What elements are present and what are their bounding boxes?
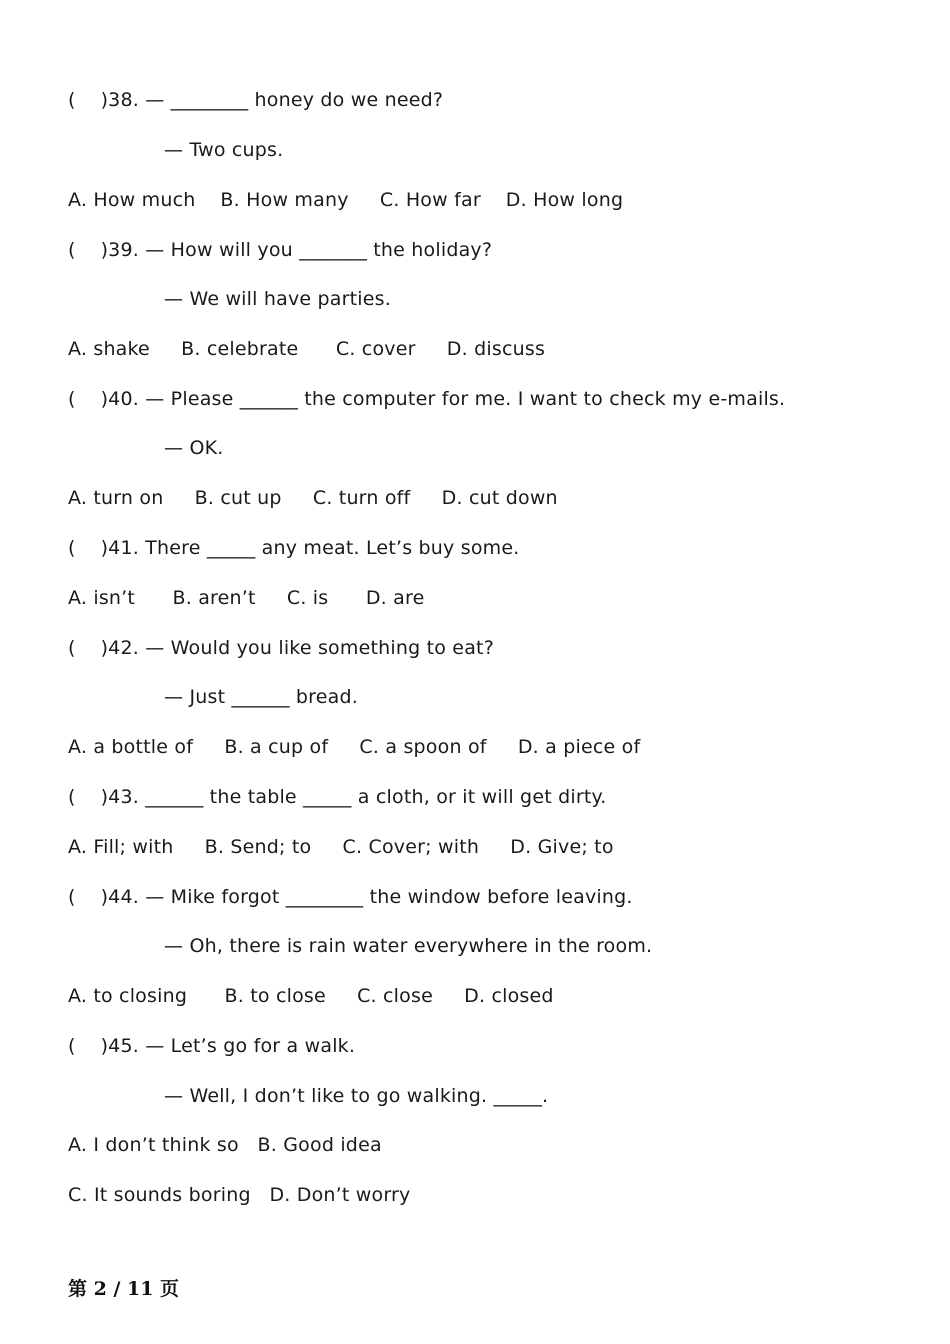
question-45-stem: ( )45. — Let’s go for a walk.: [68, 1035, 356, 1057]
question-43-options: A. Fill; with B. Send; to C. Cover; with D. Give; to: [68, 836, 614, 858]
question-38-options: A. How much B. How many C. How far D. How long: [68, 189, 624, 211]
question-42-reply: — Just ______ bread.: [164, 686, 358, 708]
question-40-reply: — OK.: [164, 437, 224, 459]
question-40-options: A. turn on B. cut up C. turn off D. cut down: [68, 487, 558, 509]
question-45-options-line-2: C. It sounds boring D. Don’t worry: [68, 1184, 411, 1206]
question-45-reply: — Well, I don’t like to go walking. _____.: [164, 1085, 549, 1107]
question-45-options-line-1: A. I don’t think so B. Good idea: [68, 1134, 382, 1156]
question-43-stem: ( )43. ______ the table _____ a cloth, or it will get dirty.: [68, 786, 607, 808]
question-42-options: A. a bottle of B. a cup of C. a spoon of D. a piece of: [68, 736, 641, 758]
question-39-stem: ( )39. — How will you _______ the holiday?: [68, 239, 493, 261]
question-39-reply: — We will have parties.: [164, 288, 391, 310]
question-42-stem: ( )42. — Would you like something to eat?: [68, 637, 494, 659]
question-41-options: A. isn’t B. aren’t C. is D. are: [68, 587, 425, 609]
question-41-stem: ( )41. There _____ any meat. Let’s buy some.: [68, 537, 520, 559]
question-44-options: A. to closing B. to close C. close D. closed: [68, 985, 554, 1007]
question-38-reply: — Two cups.: [164, 139, 284, 161]
question-44-reply: — Oh, there is rain water everywhere in the room.: [164, 935, 653, 957]
question-40-stem: ( )40. — Please ______ the computer for me. I want to check my e-mails.: [68, 388, 786, 410]
page-number-footer: 第 2 / 11 页: [68, 1278, 180, 1300]
question-39-options: A. shake B. celebrate C. cover D. discuss: [68, 338, 546, 360]
question-44-stem: ( )44. — Mike forgot ________ the window before leaving.: [68, 886, 633, 908]
question-38-stem: ( )38. — ________ honey do we need?: [68, 89, 444, 111]
